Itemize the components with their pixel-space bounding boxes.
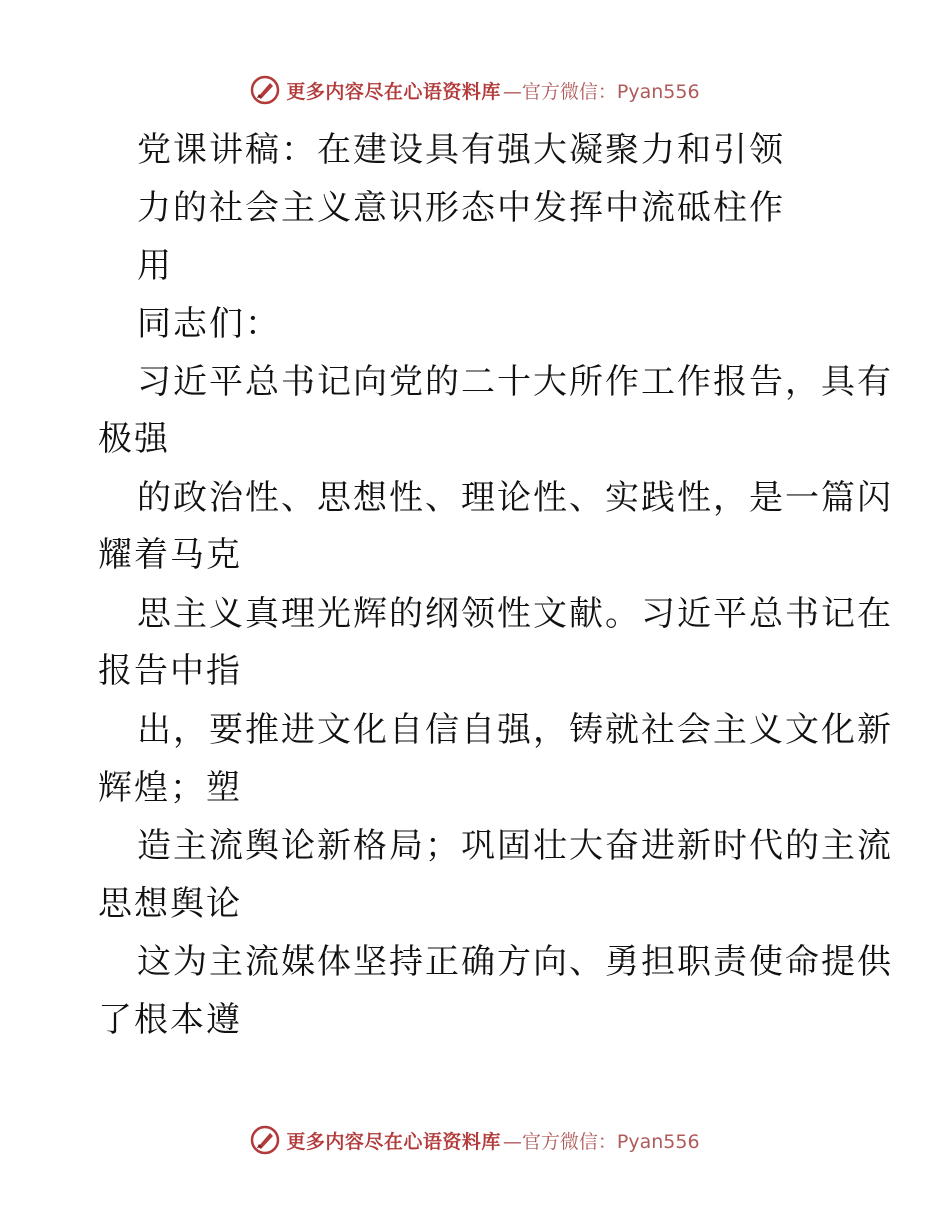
watermark-wechat: —官方微信：Pyan556: [502, 80, 700, 103]
body-line: 造主流舆论新格局；巩固壮大奋进新时代的主流: [137, 826, 893, 866]
body-line: 辉煌；塑: [98, 768, 242, 808]
title-line-2: 力的社会主义意识形态中发挥中流砥柱作: [137, 188, 785, 228]
header-watermark: [0, 72, 950, 108]
footer-watermark: [0, 1122, 950, 1158]
body-line: 了根本遵: [98, 1000, 242, 1040]
body-line: 极强: [98, 419, 170, 459]
watermark-text: 更多内容尽在心语资料库: [286, 1130, 501, 1153]
body-line: 耀着马克: [98, 535, 242, 575]
watermark-wechat: —官方微信：Pyan556: [502, 1130, 700, 1153]
pen-logo-icon: [250, 1125, 280, 1155]
body-line: 思想舆论: [98, 884, 242, 924]
body-line: 思主义真理光辉的纲领性文献。习近平总书记在: [137, 594, 893, 634]
title-line-1: 党课讲稿：在建设具有强大凝聚力和引领: [137, 130, 785, 170]
body-line: 的政治性、思想性、理论性、实践性，是一篇闪: [137, 478, 893, 518]
body-line: 出，要推进文化自信自强，铸就社会主义文化新: [137, 710, 893, 750]
pen-logo-icon: [250, 75, 280, 105]
watermark-text: 更多内容尽在心语资料库: [286, 80, 501, 103]
salutation: 同志们：: [137, 304, 281, 344]
body-line: 习近平总书记向党的二十大所作工作报告，具有: [137, 362, 893, 402]
title-line-3: 用: [137, 246, 173, 286]
body-line: 这为主流媒体坚持正确方向、勇担职责使命提供: [137, 942, 893, 982]
body-line: 报告中指: [98, 651, 242, 691]
